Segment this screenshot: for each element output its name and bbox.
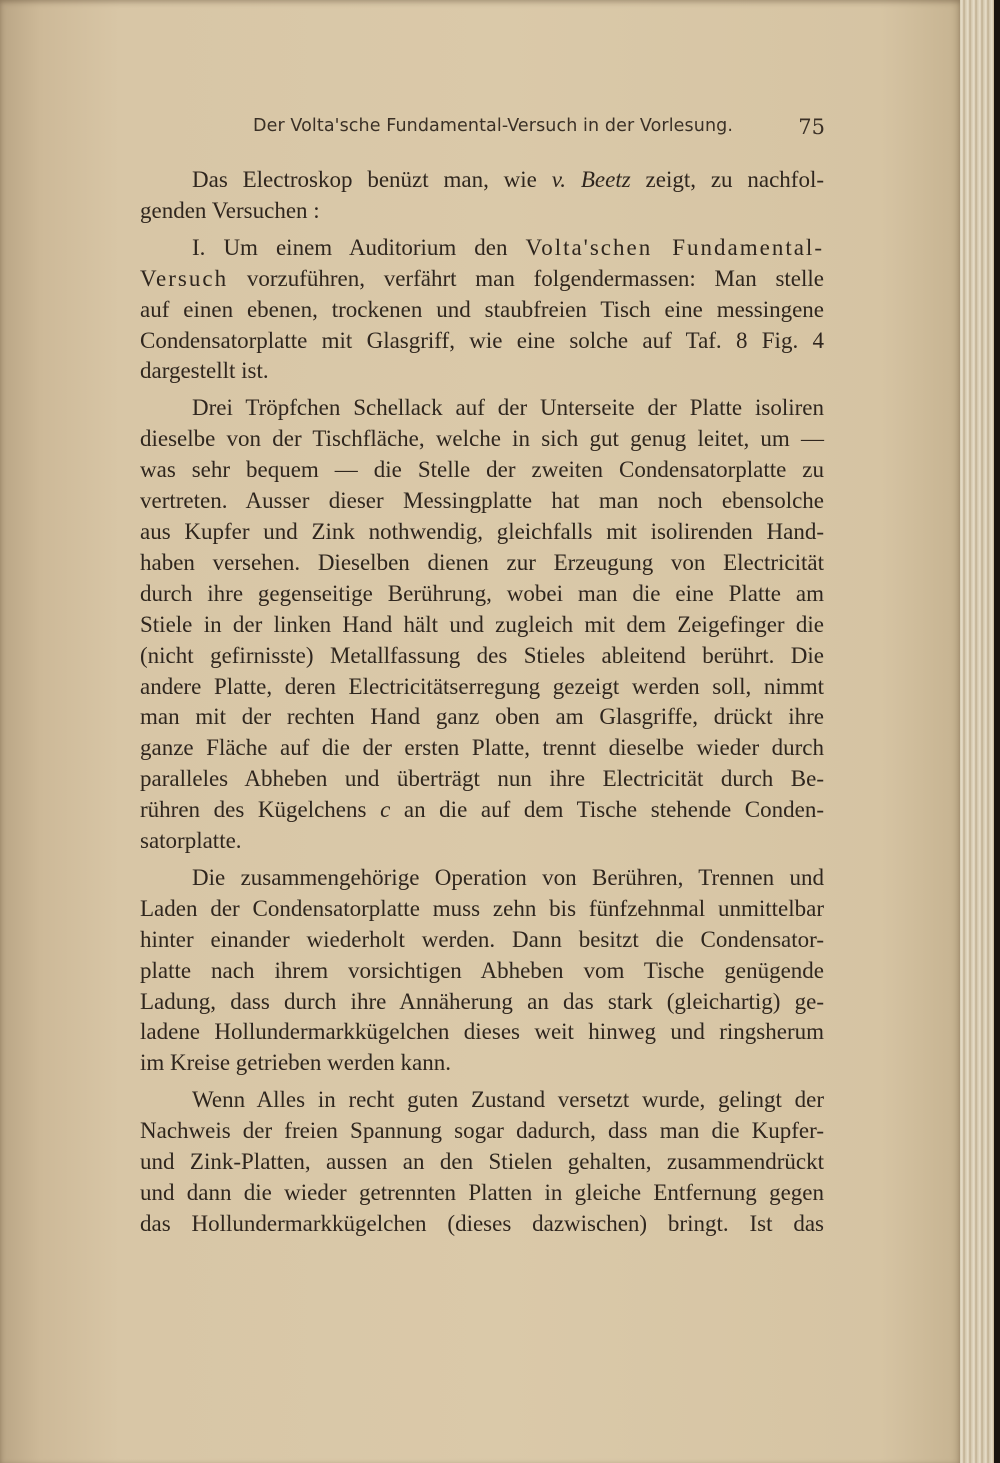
symbol-c: c [380,797,391,823]
text-line: dieselbe von der Tischfläche, welche in sich gut genug leitet, um — [140,426,824,452]
text-line: vertreten. Ausser dieser Messingplatte hat man noch ebensolche [140,488,824,514]
text-line: I. Um einem Auditorium den Volta'schen Fundamental- [192,234,824,260]
author-name: v. Beetz [551,167,631,192]
text-line: ganze Fläche auf die der ersten Platte, trennt dieselbe wieder durch [140,735,824,761]
page-number: 75 [798,115,825,139]
text-line: auf einen ebenen, trockenen und staubfreien Tisch eine messingene [140,296,824,322]
text-line: haben versehen. Dieselben dienen zur Erzeugung von Electricität [140,549,824,575]
paragraph [140,233,824,388]
text-line: Condensatorplatte mit Glasgriff, wie eine solche auf Taf. 8 Fig. 4 [140,327,824,353]
text-line: ladene Hollundermarkkügelchen dieses weit hinweg und ringsherum [140,1019,824,1045]
text-line: hinter einander wiederholt werden. Dann besitzt die Condensator- [140,926,824,952]
text-line: was sehr bequem — die Stelle der zweiten Condensatorplatte zu [140,457,824,483]
text-line: im Kreise getrieben werden kann. [140,1050,452,1076]
text-line: Stiele in der linken Hand hält und zugleich mit dem Zeigefinger die [140,611,824,637]
paragraph [140,863,824,1079]
text-line: Versuch vorzuführen, verfährt man folgendermassen: Man stelle [140,265,824,291]
running-title: Der Volta'sche Fundamental-Versuch in der Vorlesung. [253,116,734,136]
text-line: und Zink-Platten, aussen an den Stielen gehalten, zusammendrückt [140,1149,824,1175]
text-line: Das Electroskop benüzt man, wie v. Beetz zeigt, zu nachfol- [192,167,825,192]
text-line: dargestellt ist. [140,358,269,384]
running-header [253,116,825,144]
text-line: rühren des Kügelchens c an die auf dem Tische stehende Conden- [140,797,825,823]
body-text [140,165,824,1246]
text-line: Laden der Condensatorplatte muss zehn bis fünfzehnmal unmittelbar [140,895,824,921]
text-line: platte nach ihrem vorsichtigen Abheben vom Tische genügende [140,957,824,983]
text-line: satorplatte. [140,828,242,854]
page-edges [960,0,1000,1463]
text-line: das Hollundermarkkügelchen (dieses dazwischen) bringt. Ist das [140,1210,824,1236]
text-line: genden Versuchen : [140,197,320,223]
text-line: Ladung, dass durch ihre Annäherung an das stark (gleichartig) ge- [140,988,824,1014]
text-line: Nachweis der freien Spannung sogar dadurch, dass man die Kupfer- [140,1118,824,1144]
text-line: (nicht gefirnisste) Metallfassung des Stieles ableitend berührt. Die [140,642,824,668]
paragraph [140,1085,824,1240]
text-line: Wenn Alles in recht guten Zustand versetzt wurde, gelingt der [192,1087,824,1113]
text-line: Drei Tröpfchen Schellack auf der Unterseite der Platte isoliren [192,395,824,421]
text-line: man mit der rechten Hand ganz oben am Glasgriffe, drückt ihre [140,704,824,730]
text-line: paralleles Abheben und überträgt nun ihre Electricität durch Be- [140,766,824,792]
text-line: durch ihre gegenseitige Berührung, wobei man die eine Platte am [140,580,824,606]
paragraph [140,393,824,857]
text-line: und dann die wieder getrennten Platten in gleiche Entfernung gegen [140,1180,824,1205]
text-line: aus Kupfer und Zink nothwendig, gleichfalls mit isolirenden Hand- [140,518,824,544]
text-line: andere Platte, deren Electricitätserregung gezeigt werden soll, nimmt [140,673,824,699]
paragraph [140,165,824,227]
text-line: Die zusammengehörige Operation von Berühren, Trennen und [192,864,824,890]
